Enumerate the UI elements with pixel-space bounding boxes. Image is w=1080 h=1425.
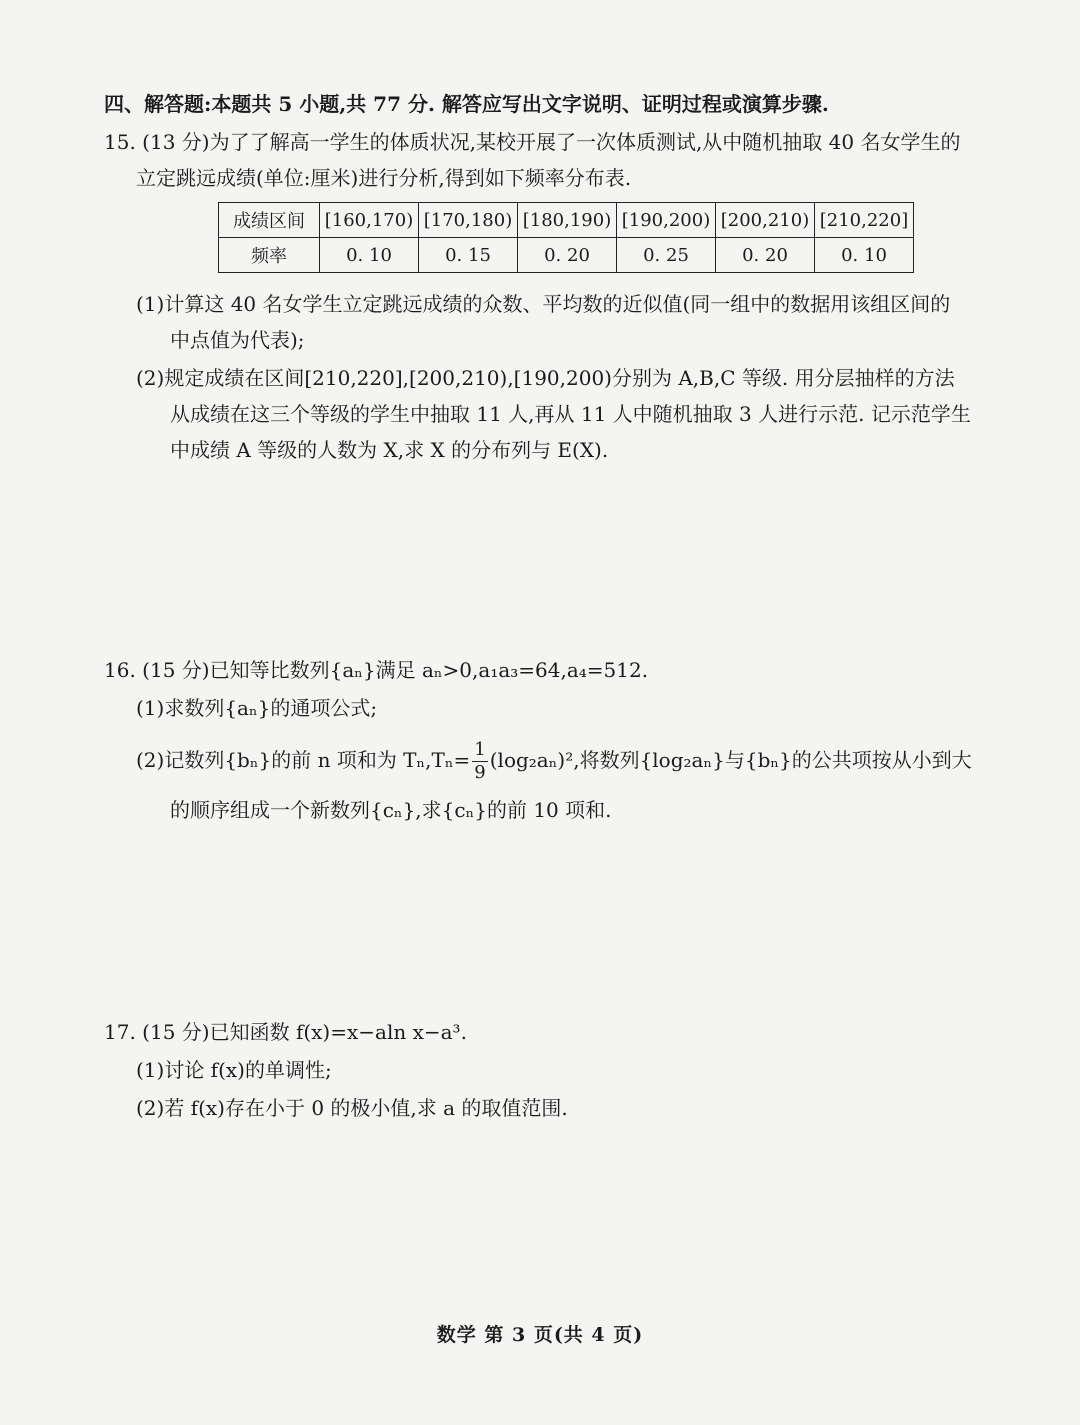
q15-number: 15. <box>104 130 136 154</box>
q15-points: (13 分) <box>142 130 210 154</box>
q16-stem-text: 已知等比数列{aₙ}满足 aₙ>0,a₁a₃=64,a₄=512. <box>209 658 649 682</box>
table-row-header: 成绩区间 <box>219 203 320 238</box>
table-cell-interval: [160,170) <box>320 203 419 238</box>
fraction-one-ninth <box>472 739 487 784</box>
table-cell-frequency: 0. 25 <box>617 238 716 273</box>
q17-number: 17. <box>104 1020 136 1044</box>
q16-part1: (1)求数列{aₙ}的通项公式; <box>136 696 378 720</box>
table-cell-frequency: 0. 20 <box>716 238 815 273</box>
q15-part2-line2: 从成绩在这三个等级的学生中抽取 11 人,再从 11 人中随机抽取 3 人进行示范. 记示范学生 <box>170 402 971 426</box>
q15-part1-label: (1) <box>136 292 165 316</box>
q15-part2-text1: 规定成绩在区间[210,220],[200,210),[190,200)分别为 A,B,C 等级. 用分层抽样的方法 <box>164 366 955 390</box>
q15-part2-label: (2) <box>136 366 165 390</box>
q17-stem-text: 已知函数 f(x)=x−aln x−a³. <box>209 1020 467 1044</box>
table-cell-frequency: 0. 10 <box>320 238 419 273</box>
fraction-denominator: 9 <box>474 762 486 783</box>
q15-part2-line3: 中成绩 A 等级的人数为 X,求 X 的分布列与 E(X). <box>170 438 609 462</box>
table-cell-frequency: 0. 10 <box>815 238 914 273</box>
q16-stem <box>104 656 648 684</box>
q15-part1-text1: 计算这 40 名女学生立定跳远成绩的众数、平均数的近似值(同一组中的数据用该组区间的 <box>164 292 951 316</box>
q17-stem <box>104 1018 467 1046</box>
section-header: 四、解答题:本题共 5 小题,共 77 分. 解答应写出文字说明、证明过程或演算步骤. <box>104 92 829 116</box>
q17-part1: (1)讨论 f(x)的单调性; <box>136 1058 332 1082</box>
q15-stem-line2: 立定跳远成绩(单位:厘米)进行分析,得到如下频率分布表. <box>136 166 632 190</box>
table-cell-frequency: 0. 20 <box>518 238 617 273</box>
table-row-intervals <box>219 203 914 238</box>
q16-number: 16. <box>104 658 136 682</box>
table-cell-interval: [200,210) <box>716 203 815 238</box>
fraction-numerator: 1 <box>474 739 486 760</box>
table-row-header: 频率 <box>219 238 320 273</box>
q15-part1-line1 <box>136 290 950 318</box>
page-footer: 数学 第 3 页(共 4 页) <box>436 1324 644 1346</box>
table-row-frequency <box>219 238 914 273</box>
q15-part2-line1 <box>136 364 955 392</box>
frequency-table <box>218 202 914 273</box>
q16-part2-line1 <box>136 734 972 786</box>
q17-points: (15 分) <box>142 1020 210 1044</box>
q17-part2: (2)若 f(x)存在小于 0 的极小值,求 a 的取值范围. <box>136 1096 568 1120</box>
table-cell-interval: [170,180) <box>419 203 518 238</box>
q16-part2-post: (log₂aₙ)²,将数列{log₂aₙ}与{bₙ}的公共项按从小到大 <box>489 748 972 772</box>
q15-stem-line1 <box>104 128 960 156</box>
q16-part2-line2: 的顺序组成一个新数列{cₙ},求{cₙ}的前 10 项和. <box>170 798 612 822</box>
q16-part2-pre: (2)记数列{bₙ}的前 n 项和为 Tₙ,Tₙ= <box>136 748 471 772</box>
table-cell-interval: [180,190) <box>518 203 617 238</box>
table-cell-interval: [190,200) <box>617 203 716 238</box>
q15-part1-line2: 中点值为代表); <box>170 328 305 352</box>
q15-stem-text1: 为了了解高一学生的体质状况,某校开展了一次体质测试,从中随机抽取 40 名女学生的 <box>209 130 961 154</box>
q16-points: (15 分) <box>142 658 210 682</box>
table-cell-interval: [210,220] <box>815 203 914 238</box>
table-cell-frequency: 0. 15 <box>419 238 518 273</box>
